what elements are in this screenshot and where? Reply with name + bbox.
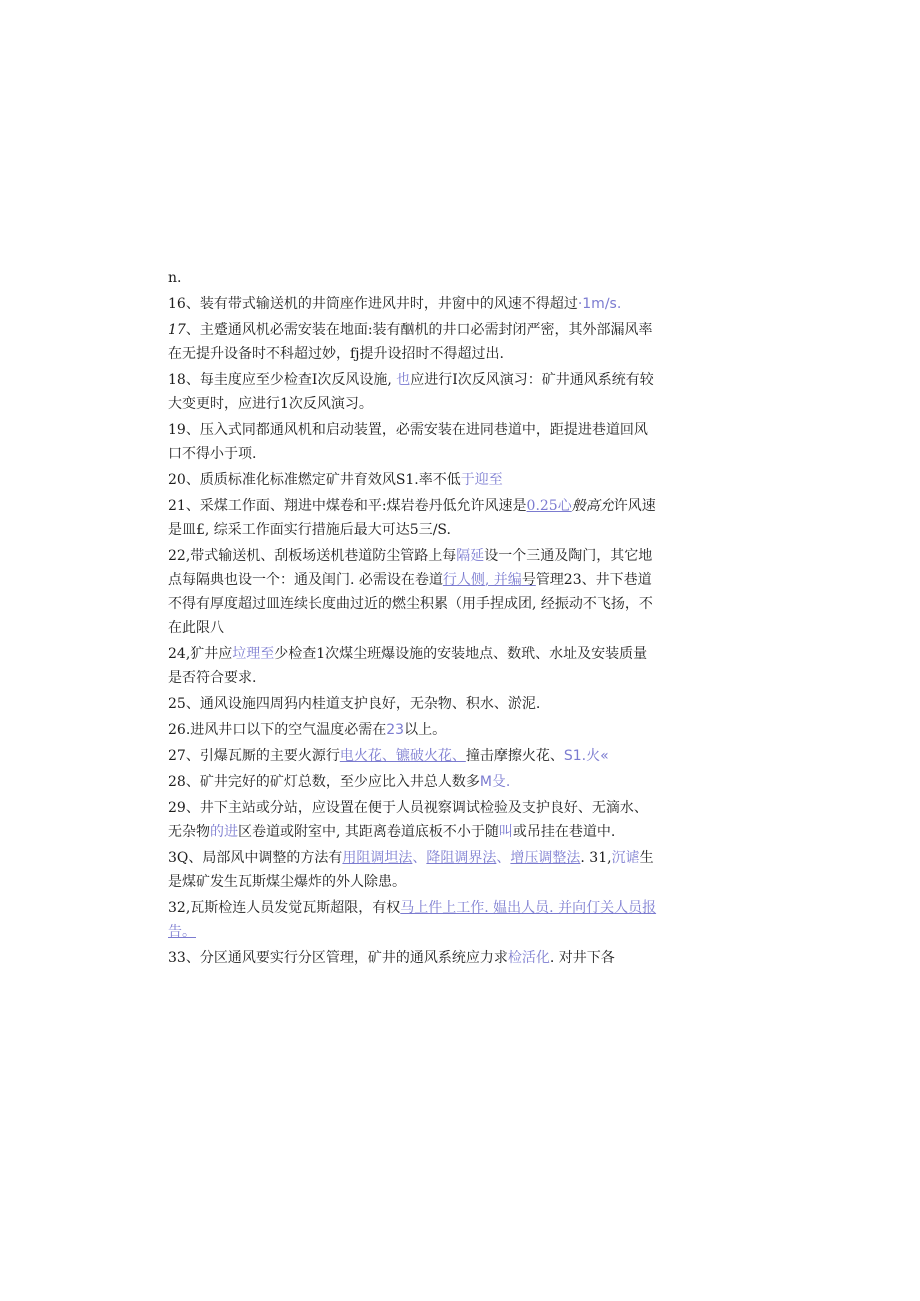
question-24: 24,犷井应垃理至少检查1次煤尘班爆设施的安装地点、数玳、水址及安装质量 (168, 646, 648, 662)
question-29: 29、井下主站或分站，应设置在便于人员视察调试检验及支护良好、无滴水、 (168, 800, 648, 816)
question-22-cont: 点每隔典也设一个：通及闺门. 必需设在卷道行人侧, 并编号管理23、井下巷道 (168, 572, 652, 588)
answer-text: 马上件上工作. 媪出人员. 并向仃关人员报 (400, 900, 657, 916)
answer-text: 用阻调坦法 (342, 850, 413, 866)
question-33: 33、分区通风要实行分区管理，矿井的通风系统应力求检活化. 对井下各 (168, 950, 615, 966)
answer-text: 行人侧 (442, 572, 485, 588)
answer-text: 沉谑 (611, 850, 640, 866)
answer-text: 检活化 (507, 950, 550, 966)
answer-text: 降阻调界法 (426, 850, 497, 866)
answer-text: 隔延 (456, 548, 485, 564)
answer-text: 电火花、镳破火花、 (339, 748, 466, 764)
question-19: 19、压入式同都通风机和启动装置，必需安装在进同巷道中，距提进巷道回风 (168, 422, 648, 438)
document-body (168, 266, 708, 970)
question-22: 22,带式输送机、刮板场送机巷道防尘管路上每隔延设一个三通及陶门，其它地 (168, 548, 653, 564)
question-29-cont: 无杂物的进区卷道或附室中, 其距离卷道底板不小于随叫或吊挂在巷道中. (168, 824, 616, 840)
text-line: n. (168, 270, 182, 286)
question-23-cont: 不得有厚度超过皿连续长度曲过近的燃尘积累（用手捏成团, 经振动不飞扬，不 (168, 596, 653, 612)
question-25: 25、通风设施四周犸内桂道支护良好，无杂物、积水、淤泥. (168, 696, 541, 712)
question-27: 27、引爆瓦厮的主要火源行电火花、镳破火花、撞击摩擦火花、S1.火« (168, 748, 609, 764)
question-26: 26.进风井口以下的空气温度必需在23以上。 (168, 722, 447, 738)
question-21: 21、采煤工作面、翔进中煤卷和平:煤岩卷丹低允许风速是0.25心般高允许风速 (168, 498, 656, 514)
answer-text: 于迎至 (460, 472, 503, 488)
question-19-cont: 口不得小于项. (168, 446, 257, 462)
answer-text: 垃理至 (232, 646, 275, 662)
answer-text: 也 (391, 372, 411, 388)
answer-text: 叫 (498, 824, 513, 840)
question-17: 17、主蹙通风机必需安装在地面:装有酗机的井口必需封闭严密，其外部漏风率 (168, 322, 653, 338)
answer-text: S1.火« (563, 748, 609, 764)
question-16: 16、装有带式输送机的井筒座作进风井时，井窗中的风速不得超过·1m∕s. (168, 296, 622, 312)
answer-text: ·1m∕s. (577, 296, 622, 312)
question-24-cont: 是否符合要求. (168, 670, 257, 686)
question-18: 18、每圭度应至少检查I次反风设施, 也应进行I次反风演习：矿井通风系统有较 (168, 372, 654, 388)
question-30: 3Q、局部风中调整的方法有用阻调坦法、降阻调界法、增压调整法. 31,沉谑生 (168, 850, 654, 866)
answer-text: , 并编 (484, 572, 522, 588)
answer-text: M殳. (479, 774, 511, 790)
question-32-cont (168, 920, 708, 944)
question-31-cont: 是煤矿发生瓦斯煤尘爆炸的外人除患。 (168, 874, 406, 890)
answer-text: 0.25心 (526, 498, 572, 514)
question-18-cont: 大变更时，应进行1次反风演习。 (168, 396, 373, 412)
question-20: 20、质质标准化标准燃定矿井育效风S1.率不低于迎至 (168, 472, 503, 488)
question-23-end: 在此限八 (168, 620, 224, 636)
answer-text: 增压调整法 (510, 850, 581, 866)
question-32: 32,瓦斯检连人员发觉瓦斯超限，有权马上件上工作. 媪出人员. 并向仃关人员报 (168, 900, 657, 916)
answer-text: 告。 (168, 924, 196, 940)
question-28: 28、矿井完好的矿灯总数，至少应比入井总人数多M殳. (168, 774, 511, 790)
answer-text: 的进 (210, 824, 238, 840)
answer-text: 23 (386, 722, 405, 738)
question-21-cont: 是皿£, 综采工作面实行措施后最大可达5三∕S. (168, 522, 451, 538)
question-17-cont: 在无提升设备时不科超过妙，fj提升设招时不得超过出. (168, 346, 504, 362)
